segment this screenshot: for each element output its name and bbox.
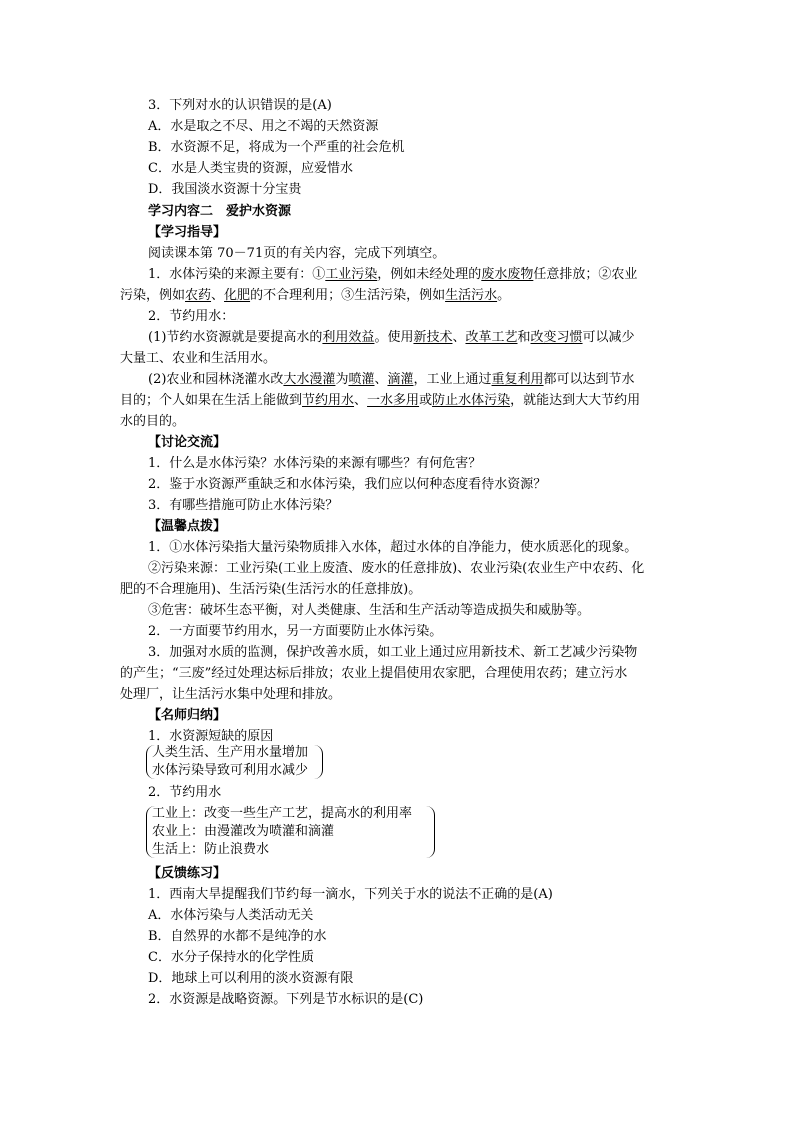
tips-4: 2．一方面要节约用水，另一方面要防止水体污染。 <box>148 624 443 639</box>
feedback-q1-option-b: B．自然界的水都不是纯净的水 <box>148 929 327 944</box>
fill-blank: 新技术 <box>413 330 453 345</box>
discuss-q3: 3．有哪些措施可防止水体污染？ <box>148 498 339 513</box>
guide-item-2-1: (1)节约水资源就是要提高水的利用效益。使用新技术、改革工艺和改变习惯可以减少 <box>148 330 635 345</box>
fill-blank: 改革工艺 <box>465 330 518 345</box>
tips-2: ②污染来源：工业污染(工业上废渣、废水的任意排放)、农业污染(农业生产中农药、化 <box>148 561 645 576</box>
right-brace <box>426 806 435 858</box>
summary-item-1: 1．水资源短缺的原因 <box>148 729 274 744</box>
section-title: 学习内容二 爱护水资源 <box>148 204 292 219</box>
right-brace <box>314 745 323 779</box>
summary-1-reason-a: 人类生活、生产用水量增加 <box>152 745 309 760</box>
fill-blank: 工业污染 <box>325 267 378 282</box>
fill-blank: 废水废物 <box>481 267 534 282</box>
tips-2-cont: 肥的不合理施用)、生活污染(生活污水的任意排放)。 <box>120 582 422 597</box>
feedback-q1-option-c: C．水分子保持水的化学性质 <box>148 950 314 965</box>
discuss-q2: 2．鉴于水资源严重缺乏和水体污染，我们应以何种态度看待水资源？ <box>148 477 547 492</box>
guide-item-2-2-cont: 目的；个人如果在生活上能做到节约用水、一水多用或防止水体污染，就能达到大大节约用 <box>120 393 641 408</box>
fill-blank: 滴灌 <box>387 372 414 387</box>
q3-option-c: C．水是人类宝贵的资源，应爱惜水 <box>148 161 353 176</box>
summary-2-industry: 工业上：改变一些生产工艺，提高水的利用率 <box>152 806 413 821</box>
guide-item-2-2: (2)农业和园林浇灌水改大水漫灌为喷灌、滴灌，工业上通过重复利用都可以达到节水 <box>148 372 635 387</box>
feedback-q2: 2．水资源是战略资源。下列是节水标识的是(C) <box>148 992 424 1007</box>
fill-blank: 利用效益 <box>322 330 375 345</box>
summary-1-reason-b: 水体污染导致可利用水减少 <box>152 763 309 778</box>
fill-blank: 大水漫灌 <box>283 372 336 387</box>
q3-option-d: D．我国淡水资源十分宝贵 <box>148 182 302 197</box>
fill-blank: 喷灌 <box>348 372 375 387</box>
fill-blank: 重复利用 <box>491 372 544 387</box>
tips-5-cont2: 处理厂，让生活污水集中处理和排放。 <box>120 687 342 702</box>
tips-1: 1．①水体污染指大量污染物质排入水体，超过水体的自净能力，使水质恶化的现象。 <box>148 540 638 555</box>
tips-3: ③危害：破坏生态平衡，对人类健康、生活和生产活动等造成损失和威胁等。 <box>148 603 591 618</box>
fill-blank: 生活污水 <box>445 288 498 303</box>
fill-blank: 化肥 <box>224 288 251 303</box>
fill-blank: 防止水体污染 <box>432 393 511 408</box>
q3-option-b: B．水资源不足，将成为一个严重的社会危机 <box>148 140 405 155</box>
tips-heading: 【温馨点拨】 <box>148 519 227 534</box>
tips-5: 3．加强对水质的监测，保护改善水质，如工业上通过应用新技术、新工艺减少污染物 <box>148 645 638 660</box>
q3-option-a: A．水是取之不尽、用之不竭的天然资源 <box>148 119 379 134</box>
feedback-q1-option-d: D．地球上可以利用的淡水资源有限 <box>148 971 354 986</box>
feedback-q1-option-a: A．水体污染与人类活动无关 <box>148 908 314 923</box>
summary-2-life: 生活上：防止浪费水 <box>152 842 270 857</box>
guide-item-2-1-cont: 大量工、农业和生活用水。 <box>120 351 277 366</box>
fill-blank: 一水多用 <box>367 393 420 408</box>
tips-5-cont: 的产生；“三废”经过处理达标后排放；农业上提倡使用农家肥，合理使用农药；建立污水 <box>120 666 628 681</box>
guide-item-1-cont: 污染，例如农药、化肥的不合理利用；③生活污染，例如生活污水。 <box>120 288 511 303</box>
guide-heading: 【学习指导】 <box>148 225 227 240</box>
guide-intro: 阅读课本第 70－71页的有关内容，完成下列填空。 <box>148 246 446 261</box>
feedback-heading: 【反馈练习】 <box>148 866 227 881</box>
guide-item-1: 1．水体污染的来源主要有：①工业污染，例如未经处理的废水废物任意排放；②农业 <box>148 267 638 282</box>
q3-stem: 3．下列对水的认识错误的是(A) <box>148 98 332 113</box>
summary-heading: 【名师归纳】 <box>148 708 227 723</box>
feedback-q1: 1．西南大旱提醒我们节约每一滴水，下列关于水的说法不正确的是(A) <box>148 887 553 902</box>
guide-item-2-2-cont2: 水的目的。 <box>120 414 186 429</box>
fill-blank: 节约用水 <box>302 393 355 408</box>
guide-item-2: 2．节约用水： <box>148 309 235 324</box>
discuss-q1: 1．什么是水体污染？水体污染的来源有哪些？有何危害？ <box>148 456 482 471</box>
fill-blank: 改变习惯 <box>530 330 583 345</box>
summary-2-agriculture: 农业上：由漫灌改为喷灌和滴灌 <box>152 824 335 839</box>
summary-item-2: 2．节约用水 <box>148 785 222 800</box>
fill-blank: 农药 <box>185 288 212 303</box>
discuss-heading: 【讨论交流】 <box>148 435 227 450</box>
